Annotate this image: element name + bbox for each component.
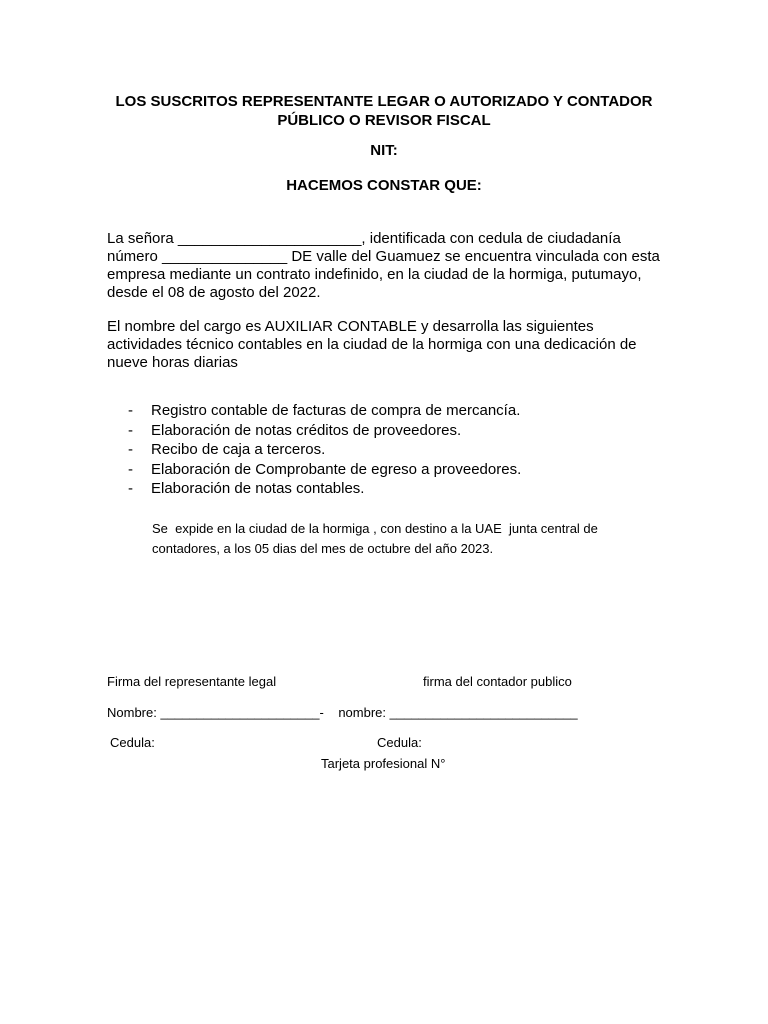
bullet-dash: - (128, 402, 133, 419)
nit-label: NIT: (370, 142, 398, 159)
accountant-signature-label: firma del contador publico (423, 674, 572, 689)
professional-card-label: Tarjeta profesional N° (321, 756, 446, 771)
constar-heading: HACEMOS CONSTAR QUE: (286, 177, 482, 194)
duties-list (128, 401, 521, 499)
list-item (128, 479, 521, 499)
name-blank: ______________________ (177, 230, 362, 247)
title-line-1: LOS SUSCRITOS REPRESENTANTE LEGAR O AUTORIZADO Y CONTADOR (115, 93, 653, 110)
duty-text: Elaboración de notas contables. (151, 480, 365, 497)
list-item (128, 401, 521, 421)
name-separator: - (319, 705, 324, 720)
document-title (0, 92, 768, 130)
title-line-2: PÚBLICO O REVISOR FISCAL (277, 112, 491, 129)
employment-paragraph (107, 230, 667, 302)
rep-name-blank: ______________________ (160, 705, 320, 720)
issued-line-2: contadores, a los 05 dias del mes de octubre del año 2023. (152, 541, 494, 556)
accountant-cedula-label: Cedula: (377, 735, 422, 750)
position-paragraph: El nombre del cargo es AUXILIAR CONTABLE y desarrolla las siguientes actividades técnico contables en la ciudad de la hormiga con una dedicación de nueve horas diarias (107, 318, 637, 371)
duty-text: Elaboración de Comprobante de egreso a proveedores. (151, 460, 522, 478)
accountant-name-label: nombre: (338, 705, 390, 720)
name-row (107, 703, 578, 723)
p1-text-c: DE valle del Guamuez se encuentra vinculada con esta empresa mediante un contrato indefinido, en la ciudad de la hormiga, putumayo, desde el 08 de agosto del 2022. (107, 248, 660, 301)
bullet-dash: - (128, 460, 133, 478)
list-item (128, 440, 521, 460)
rep-name-label: Nombre: (107, 705, 161, 720)
list-item (128, 460, 521, 480)
p1-text-b: , identificada con cedula de ciudadanía número (107, 230, 621, 265)
list-item (128, 421, 521, 441)
legal-rep-signature-label: Firma del representante legal (107, 674, 277, 689)
duty-text: Recibo de caja a terceros. (151, 441, 326, 458)
duty-text: Registro contable de facturas de compra de mercancía. (151, 402, 521, 419)
bullet-dash: - (128, 480, 133, 497)
issued-statement (152, 519, 632, 559)
bullet-dash: - (128, 421, 133, 439)
rep-cedula-label: Cedula: (110, 735, 155, 750)
p1-text-a: La señora (107, 230, 178, 247)
bullet-dash: - (128, 441, 133, 458)
duty-text: Elaboración de notas créditos de proveedores. (151, 421, 462, 439)
id-number-blank: _______________ (162, 248, 288, 265)
issued-line-1: Se expide en la ciudad de la hormiga , con destino a la UAE junta central de (152, 521, 598, 536)
accountant-name-blank: __________________________ (389, 705, 578, 720)
